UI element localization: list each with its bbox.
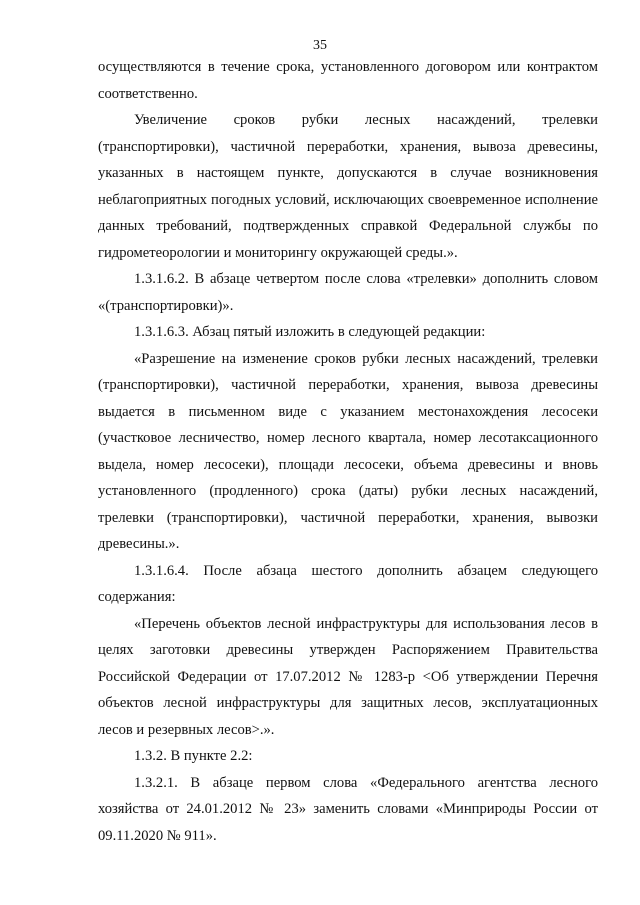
paragraph-1-3-1-6-3: 1.3.1.6.3. Абзац пятый изложить в следующей редакции: <box>134 324 486 340</box>
paragraph-infrastructure-list: «Перечень объектов лесной инфраструктуры для использования лесов в целях заготовки древесины утвержден Распоряжением Правительства Российской Федерации от 17.07.2012 № 1283-р <Об утверждении Перечня объектов лесной инфраструктуры для защитных лесов, эксплуатационных лесов и резервных лесов>.». <box>98 615 598 738</box>
paragraph-1-3-1-6-4: 1.3.1.6.4. После абзаца шестого дополнить абзацем следующего содержания: <box>98 562 598 605</box>
paragraph-1-3-2-1: 1.3.2.1. В абзаце первом слова «Федерального агентства лесного хозяйства от 24.01.2012 № 23» заменить словами «Минприроды России от 09.11.2020 № 911». <box>98 774 598 844</box>
paragraph-permit-text: «Разрешение на изменение сроков рубки лесных насаждений, трелевки (транспортировки), частичной переработки, хранения, вывоза древесины выдается в письменном виде с указанием местонахождения лесосеки (участковое лесничество, номер лесного квартала, номер лесотаксационного выдела, номер лесосеки), площади лесосеки, объема древесины и вновь установленного (продленного) срока (даты) рубки лесных насаждений, трелевки (транспортировки), частичной переработки, хранения, вывозки древесины.». <box>98 350 598 552</box>
paragraph-continuation: осуществляются в течение срока, установленного договором или контрактом соответственно. <box>98 59 598 102</box>
paragraph-1-3-1-6-2: 1.3.1.6.2. В абзаце четвертом после слова «трелевки» дополнить словом «(транспортировки)». <box>98 271 598 314</box>
document-body <box>98 54 598 849</box>
page-number: 35 <box>313 38 327 53</box>
paragraph-extension-conditions: Увеличение сроков рубки лесных насаждений, трелевки (транспортировки), частичной переработки, хранения, вывоза древесины, указанных в настоящем пункте, допускаются в случае возникновения неблагоприятных погодных условий, исключающих своевременное исполнение данных требований, подтвержденных справкой Федеральной службы по гидрометеорологии и мониторингу окружающей среды.». <box>98 112 598 261</box>
paragraph-1-3-2: 1.3.2. В пункте 2.2: <box>134 748 253 764</box>
